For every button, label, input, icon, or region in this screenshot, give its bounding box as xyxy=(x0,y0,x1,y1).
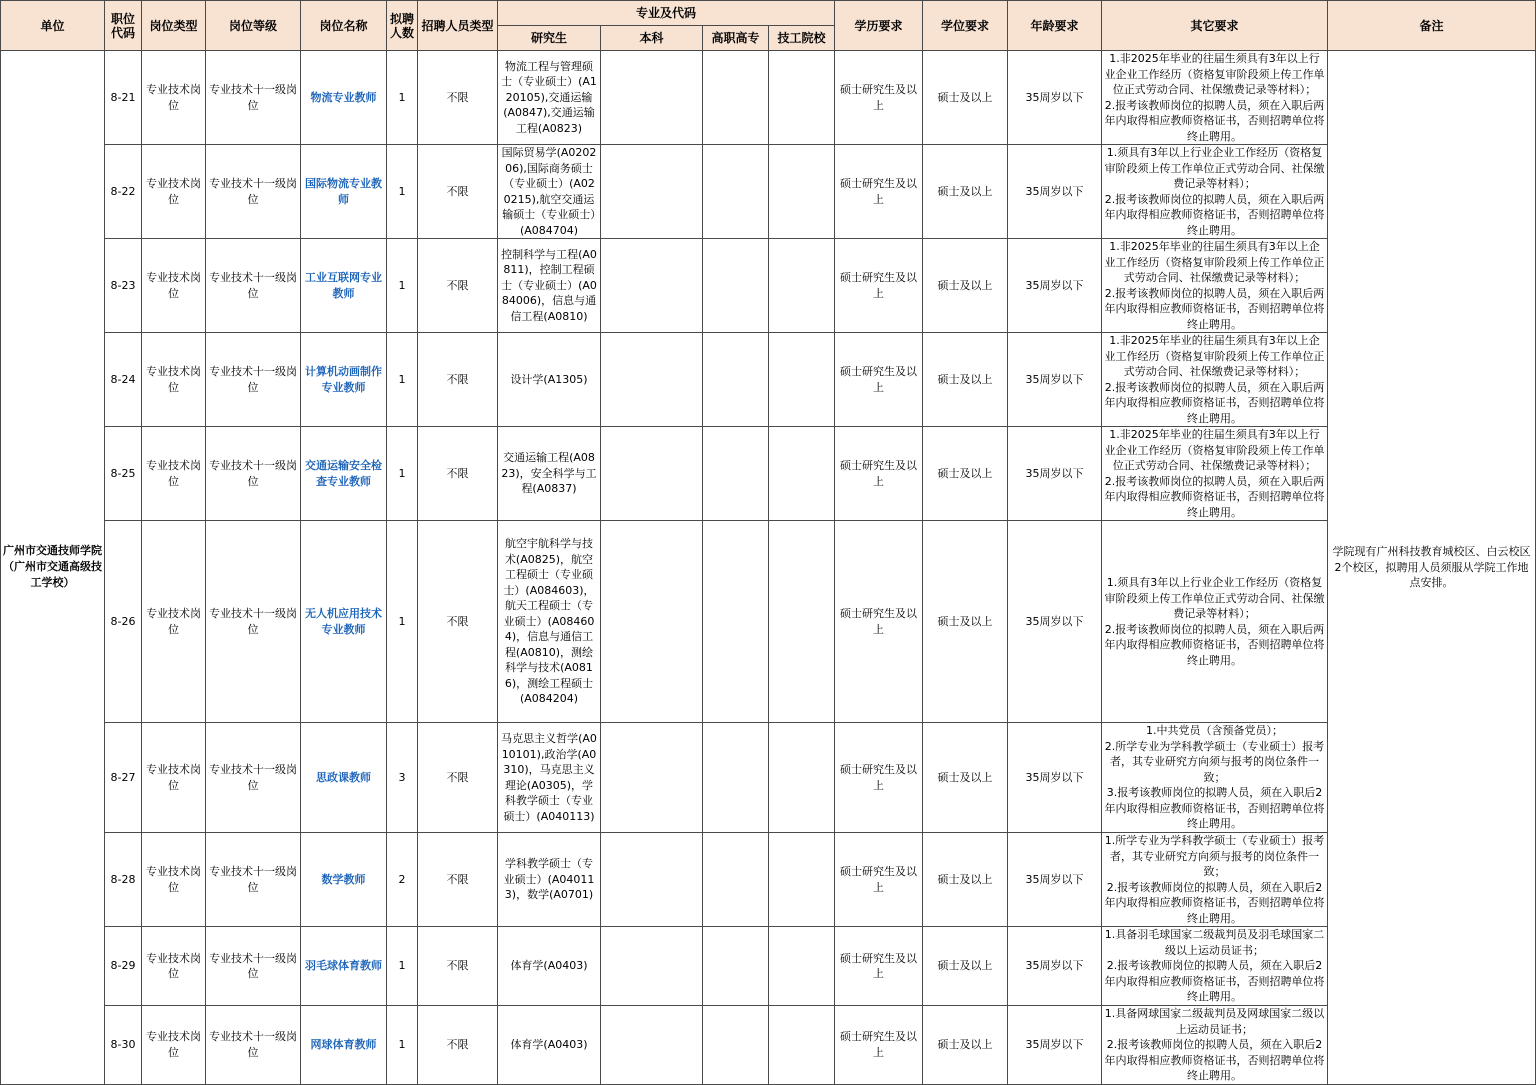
age-cell: 35周岁以下 xyxy=(1008,723,1102,833)
education-cell: 硕士研究生及以上 xyxy=(835,927,923,1006)
vocational-major-cell xyxy=(703,723,769,833)
header-count: 拟聘人数 xyxy=(387,1,418,51)
count-cell: 3 xyxy=(387,723,418,833)
undergrad-major-cell xyxy=(601,1006,703,1085)
table-row xyxy=(1,145,1536,239)
technical-major-cell xyxy=(769,333,835,427)
technical-major-cell xyxy=(769,427,835,521)
header-age: 年龄要求 xyxy=(1008,1,1102,51)
code-cell: 8-24 xyxy=(105,333,142,427)
undergrad-major-cell xyxy=(601,51,703,145)
age-cell: 35周岁以下 xyxy=(1008,521,1102,723)
technical-major-cell xyxy=(769,723,835,833)
post-name-cell: 数学教师 xyxy=(301,833,387,927)
degree-cell: 硕士及以上 xyxy=(923,333,1008,427)
age-cell: 35周岁以下 xyxy=(1008,427,1102,521)
post-level-cell: 专业技术十一级岗位 xyxy=(206,239,301,333)
post-name-cell: 国际物流专业教师 xyxy=(301,145,387,239)
education-cell: 硕士研究生及以上 xyxy=(835,145,923,239)
post-type-cell: 专业技术岗位 xyxy=(142,145,206,239)
vocational-major-cell xyxy=(703,333,769,427)
education-cell: 硕士研究生及以上 xyxy=(835,833,923,927)
degree-cell: 硕士及以上 xyxy=(923,521,1008,723)
undergrad-major-cell xyxy=(601,927,703,1006)
post-name-cell: 思政课教师 xyxy=(301,723,387,833)
table-row xyxy=(1,333,1536,427)
vocational-major-cell xyxy=(703,239,769,333)
post-level-cell: 专业技术十一级岗位 xyxy=(206,51,301,145)
age-cell: 35周岁以下 xyxy=(1008,833,1102,927)
technical-major-cell xyxy=(769,521,835,723)
technical-major-cell xyxy=(769,51,835,145)
header-post-name: 岗位名称 xyxy=(301,1,387,51)
code-cell: 8-27 xyxy=(105,723,142,833)
post-type-cell: 专业技术岗位 xyxy=(142,427,206,521)
other-requirements-cell: 1.非2025年毕业的往届生须具有3年以上企业工作经历（资格复审阶段须上传工作单位正式劳动合同、社保缴费记录等材料）； 2.报考该教师岗位的拟聘人员，须在入职后两年内取得相应教师资格证书，否则招聘单位将终止聘用。 xyxy=(1102,333,1328,427)
vocational-major-cell xyxy=(703,927,769,1006)
post-type-cell: 专业技术岗位 xyxy=(142,239,206,333)
header-vocational: 高职高专 xyxy=(703,26,769,51)
code-cell: 8-21 xyxy=(105,51,142,145)
degree-cell: 硕士及以上 xyxy=(923,51,1008,145)
header-unit: 单位 xyxy=(1,1,105,51)
code-cell: 8-30 xyxy=(105,1006,142,1085)
header-undergrad: 本科 xyxy=(601,26,703,51)
table-row xyxy=(1,521,1536,723)
grad-major-cell: 航空宇航科学与技术(A0825)，航空工程硕士（专业硕士）(A084603)，航天工程硕士（专业硕士）(A084604)，信息与通信工程(A0810)，测绘科学与技术(A0816)，测绘工程硕士(A084204) xyxy=(498,521,601,723)
count-cell: 1 xyxy=(387,927,418,1006)
post-level-cell: 专业技术十一级岗位 xyxy=(206,1006,301,1085)
post-level-cell: 专业技术十一级岗位 xyxy=(206,521,301,723)
degree-cell: 硕士及以上 xyxy=(923,833,1008,927)
header-code: 职位代码 xyxy=(105,1,142,51)
post-name-cell: 无人机应用技术专业教师 xyxy=(301,521,387,723)
header-grad: 研究生 xyxy=(498,26,601,51)
other-requirements-cell: 1.具备羽毛球国家二级裁判员及羽毛球国家二级以上运动员证书； 2.报考该教师岗位的拟聘人员，须在入职后2年内取得相应教师资格证书，否则招聘单位将终止聘用。 xyxy=(1102,927,1328,1006)
post-name-cell: 交通运输安全检查专业教师 xyxy=(301,427,387,521)
code-cell: 8-23 xyxy=(105,239,142,333)
post-name-cell: 工业互联网专业教师 xyxy=(301,239,387,333)
age-cell: 35周岁以下 xyxy=(1008,1006,1102,1085)
undergrad-major-cell xyxy=(601,833,703,927)
table-body xyxy=(1,51,1536,1085)
other-requirements-cell: 1.非2025年毕业的往届生须具有3年以上行业企业工作经历（资格复审阶段须上传工作单位正式劳动合同、社保缴费记录等材料）； 2.报考该教师岗位的拟聘人员，须在入职后两年内取得相应教师资格证书，否则招聘单位将终止聘用。 xyxy=(1102,427,1328,521)
grad-major-cell: 学科教学硕士（专业硕士）(A040113)，数学(A0701) xyxy=(498,833,601,927)
post-type-cell: 专业技术岗位 xyxy=(142,333,206,427)
age-cell: 35周岁以下 xyxy=(1008,927,1102,1006)
table-row xyxy=(1,427,1536,521)
other-requirements-cell: 1.非2025年毕业的往届生须具有3年以上企业工作经历（资格复审阶段须上传工作单位正式劳动合同、社保缴费记录等材料）； 2.报考该教师岗位的拟聘人员，须在入职后两年内取得相应教师资格证书，否则招聘单位将终止聘用。 xyxy=(1102,239,1328,333)
education-cell: 硕士研究生及以上 xyxy=(835,51,923,145)
count-cell: 1 xyxy=(387,51,418,145)
recruit-type-cell: 不限 xyxy=(418,51,498,145)
count-cell: 1 xyxy=(387,427,418,521)
code-cell: 8-28 xyxy=(105,833,142,927)
header-major-group: 专业及代码 xyxy=(498,1,835,26)
education-cell: 硕士研究生及以上 xyxy=(835,521,923,723)
education-cell: 硕士研究生及以上 xyxy=(835,239,923,333)
post-level-cell: 专业技术十一级岗位 xyxy=(206,333,301,427)
vocational-major-cell xyxy=(703,145,769,239)
recruit-type-cell: 不限 xyxy=(418,521,498,723)
table-row xyxy=(1,1006,1536,1085)
undergrad-major-cell xyxy=(601,239,703,333)
post-type-cell: 专业技术岗位 xyxy=(142,1006,206,1085)
degree-cell: 硕士及以上 xyxy=(923,427,1008,521)
recruit-type-cell: 不限 xyxy=(418,333,498,427)
vocational-major-cell xyxy=(703,833,769,927)
code-cell: 8-29 xyxy=(105,927,142,1006)
education-cell: 硕士研究生及以上 xyxy=(835,333,923,427)
post-type-cell: 专业技术岗位 xyxy=(142,927,206,1006)
vocational-major-cell xyxy=(703,1006,769,1085)
header-recruit-type: 招聘人员类型 xyxy=(418,1,498,51)
table-row xyxy=(1,833,1536,927)
age-cell: 35周岁以下 xyxy=(1008,333,1102,427)
recruit-type-cell: 不限 xyxy=(418,833,498,927)
degree-cell: 硕士及以上 xyxy=(923,239,1008,333)
post-type-cell: 专业技术岗位 xyxy=(142,51,206,145)
education-cell: 硕士研究生及以上 xyxy=(835,427,923,521)
undergrad-major-cell xyxy=(601,521,703,723)
post-type-cell: 专业技术岗位 xyxy=(142,723,206,833)
post-level-cell: 专业技术十一级岗位 xyxy=(206,145,301,239)
technical-major-cell xyxy=(769,1006,835,1085)
code-cell: 8-22 xyxy=(105,145,142,239)
grad-major-cell: 控制科学与工程(A0811)，控制工程硕士（专业硕士）(A084006)，信息与通信工程(A0810) xyxy=(498,239,601,333)
table-row xyxy=(1,239,1536,333)
grad-major-cell: 物流工程与管理硕士（专业硕士）(A120105),交通运输(A0847),交通运输工程(A0823) xyxy=(498,51,601,145)
header-other: 其它要求 xyxy=(1102,1,1328,51)
code-cell: 8-25 xyxy=(105,427,142,521)
undergrad-major-cell xyxy=(601,723,703,833)
recruit-type-cell: 不限 xyxy=(418,723,498,833)
recruit-type-cell: 不限 xyxy=(418,145,498,239)
table-row xyxy=(1,927,1536,1006)
recruit-type-cell: 不限 xyxy=(418,927,498,1006)
other-requirements-cell: 1.具备网球国家二级裁判员及网球国家二级以上运动员证书； 2.报考该教师岗位的拟聘人员，须在入职后2年内取得相应教师资格证书，否则招聘单位将终止聘用。 xyxy=(1102,1006,1328,1085)
vocational-major-cell xyxy=(703,521,769,723)
post-level-cell: 专业技术十一级岗位 xyxy=(206,927,301,1006)
header-remarks: 备注 xyxy=(1328,1,1536,51)
other-requirements-cell: 1.须具有3年以上行业企业工作经历（资格复审阶段须上传工作单位正式劳动合同、社保缴费记录等材料）； 2.报考该教师岗位的拟聘人员，须在入职后两年内取得相应教师资格证书，否则招聘单位将终止聘用。 xyxy=(1102,521,1328,723)
recruit-type-cell: 不限 xyxy=(418,427,498,521)
age-cell: 35周岁以下 xyxy=(1008,51,1102,145)
grad-major-cell: 体育学(A0403) xyxy=(498,927,601,1006)
table-header xyxy=(1,1,1536,51)
age-cell: 35周岁以下 xyxy=(1008,239,1102,333)
other-requirements-cell: 1.非2025年毕业的往届生须具有3年以上行业企业工作经历（资格复审阶段须上传工作单位正式劳动合同、社保缴费记录等材料）； 2.报考该教师岗位的拟聘人员，须在入职后两年内取得相应教师资格证书，否则招聘单位将终止聘用。 xyxy=(1102,51,1328,145)
technical-major-cell xyxy=(769,833,835,927)
table-row xyxy=(1,51,1536,145)
header-degree: 学位要求 xyxy=(923,1,1008,51)
technical-major-cell xyxy=(769,145,835,239)
count-cell: 2 xyxy=(387,833,418,927)
post-type-cell: 专业技术岗位 xyxy=(142,521,206,723)
vocational-major-cell xyxy=(703,51,769,145)
recruit-type-cell: 不限 xyxy=(418,1006,498,1085)
vocational-major-cell xyxy=(703,427,769,521)
header-education: 学历要求 xyxy=(835,1,923,51)
technical-major-cell xyxy=(769,239,835,333)
count-cell: 1 xyxy=(387,1006,418,1085)
other-requirements-cell: 1.须具有3年以上行业企业工作经历（资格复审阶段须上传工作单位正式劳动合同、社保缴费记录等材料）； 2.报考该教师岗位的拟聘人员，须在入职后两年内取得相应教师资格证书，否则招聘单位将终止聘用。 xyxy=(1102,145,1328,239)
count-cell: 1 xyxy=(387,239,418,333)
grad-major-cell: 马克思主义哲学(A010101),政治学(A0310)，马克思主义理论(A0305)，学科教学硕士（专业硕士）(A040113) xyxy=(498,723,601,833)
technical-major-cell xyxy=(769,927,835,1006)
grad-major-cell: 体育学(A0403) xyxy=(498,1006,601,1085)
degree-cell: 硕士及以上 xyxy=(923,145,1008,239)
post-name-cell: 羽毛球体育教师 xyxy=(301,927,387,1006)
count-cell: 1 xyxy=(387,145,418,239)
undergrad-major-cell xyxy=(601,427,703,521)
undergrad-major-cell xyxy=(601,333,703,427)
count-cell: 1 xyxy=(387,333,418,427)
remarks-cell: 学院现有广州科技教育城校区、白云校区2个校区，拟聘用人员须服从学院工作地点安排。 xyxy=(1328,51,1536,1085)
degree-cell: 硕士及以上 xyxy=(923,723,1008,833)
recruit-type-cell: 不限 xyxy=(418,239,498,333)
grad-major-cell: 设计学(A1305) xyxy=(498,333,601,427)
degree-cell: 硕士及以上 xyxy=(923,1006,1008,1085)
header-post-level: 岗位等级 xyxy=(206,1,301,51)
post-level-cell: 专业技术十一级岗位 xyxy=(206,833,301,927)
post-name-cell: 物流专业教师 xyxy=(301,51,387,145)
grad-major-cell: 交通运输工程(A0823)，安全科学与工程(A0837) xyxy=(498,427,601,521)
other-requirements-cell: 1.所学专业为学科教学硕士（专业硕士）报考者，其专业研究方向须与报考的岗位条件一致； 2.报考该教师岗位的拟聘人员，须在入职后2年内取得相应教师资格证书，否则招聘单位将终止聘用。 xyxy=(1102,833,1328,927)
header-technical: 技工院校 xyxy=(769,26,835,51)
education-cell: 硕士研究生及以上 xyxy=(835,1006,923,1085)
education-cell: 硕士研究生及以上 xyxy=(835,723,923,833)
other-requirements-cell: 1.中共党员（含预备党员）； 2.所学专业为学科教学硕士（专业硕士）报考者，其专业研究方向须与报考的岗位条件一致； 3.报考该教师岗位的拟聘人员，须在入职后2年内取得相应教师资格证书，否则招聘单位将终止聘用。 xyxy=(1102,723,1328,833)
post-level-cell: 专业技术十一级岗位 xyxy=(206,427,301,521)
post-name-cell: 网球体育教师 xyxy=(301,1006,387,1085)
code-cell: 8-26 xyxy=(105,521,142,723)
unit-cell: 广州市交通技师学院（广州市交通高级技工学校） xyxy=(1,51,105,1085)
post-type-cell: 专业技术岗位 xyxy=(142,833,206,927)
count-cell: 1 xyxy=(387,521,418,723)
post-level-cell: 专业技术十一级岗位 xyxy=(206,723,301,833)
degree-cell: 硕士及以上 xyxy=(923,927,1008,1006)
post-name-cell: 计算机动画制作专业教师 xyxy=(301,333,387,427)
age-cell: 35周岁以下 xyxy=(1008,145,1102,239)
grad-major-cell: 国际贸易学(A020206),国际商务硕士（专业硕士）(A020215),航空交通运输硕士（专业硕士）(A084704) xyxy=(498,145,601,239)
table-row xyxy=(1,723,1536,833)
header-post-type: 岗位类型 xyxy=(142,1,206,51)
undergrad-major-cell xyxy=(601,145,703,239)
